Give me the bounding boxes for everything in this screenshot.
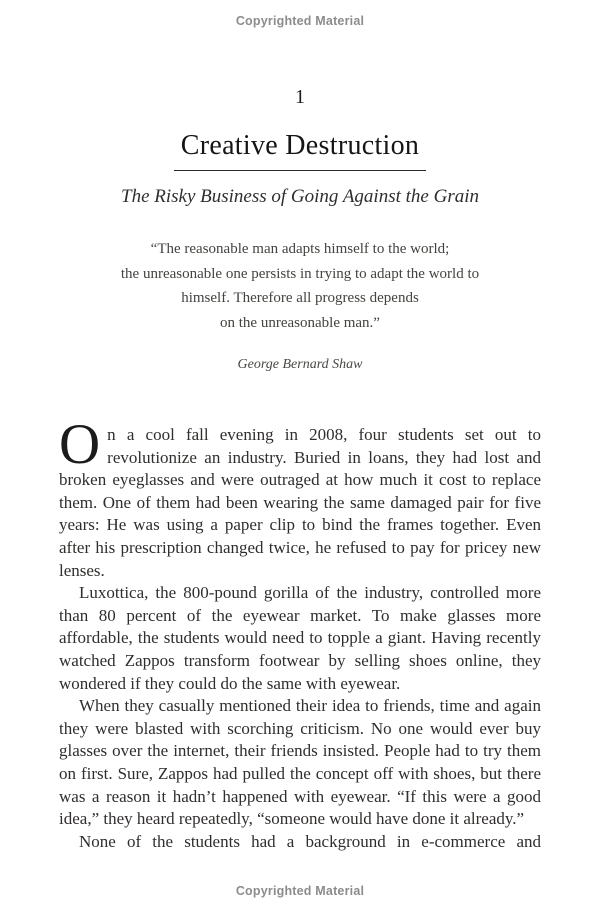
- epigraph-line: “The reasonable man adapts himself to the world;: [150, 241, 450, 257]
- epigraph-quote: [0, 237, 600, 335]
- paragraph: When they casually mentioned their idea to friends, time and again they were blasted with scorching criticism. No one would ever buy glasses over the internet, their friends insisted. People had to try them on first. Sure, Zappos had pulled the concept off with shoes, but there was a reason it hadn’t happened with eyewear. “If this were a good idea,” they heard repeatedly, “someone would have done it already.”: [59, 696, 541, 829]
- drop-cap: O: [59, 413, 101, 476]
- chapter-body: [0, 413, 600, 853]
- paragraph: Luxottica, the 800-pound gorilla of the industry, controlled more than 80 percent of the eyewear market. To make glasses more affordable, the students would need to topple a giant. Having recently watched Zappos transform footwear by selling shoes online, they wondered if they could do the same with eyewear.: [59, 583, 541, 693]
- chapter-subtitle: The Risky Business of Going Against the Grain: [121, 186, 479, 207]
- epigraph-line: on the unreasonable man.”: [220, 314, 380, 331]
- copyright-notice-bottom: Copyrighted Material: [235, 884, 365, 898]
- title-divider: [174, 170, 426, 171]
- paragraph: None of the students had a background in e-commerce and: [79, 831, 541, 851]
- epigraph-line: the unreasonable one persists in trying to adapt the world to: [120, 265, 480, 282]
- epigraph-attribution: George Bernard Shaw: [237, 357, 363, 372]
- chapter-title: Creative Destruction: [180, 130, 420, 161]
- chapter-number: 1: [295, 86, 305, 108]
- paragraph-opening: [59, 413, 541, 582]
- paragraph-text: n a cool fall evening in 2008, four students set out to revolutionize an industry. Buried in loans, they had lost and broken eyeglasses and were outraged at how much it cost to replace them. One of them had been wearing the same damaged pair for five years: He was using a paper clip to bind the frames together. Even after his prescription changed twice, he refused to pay for pricey new lenses.: [59, 425, 541, 580]
- epigraph-line: himself. Therefore all progress depends: [181, 290, 419, 306]
- copyright-notice-top: Copyrighted Material: [235, 14, 365, 28]
